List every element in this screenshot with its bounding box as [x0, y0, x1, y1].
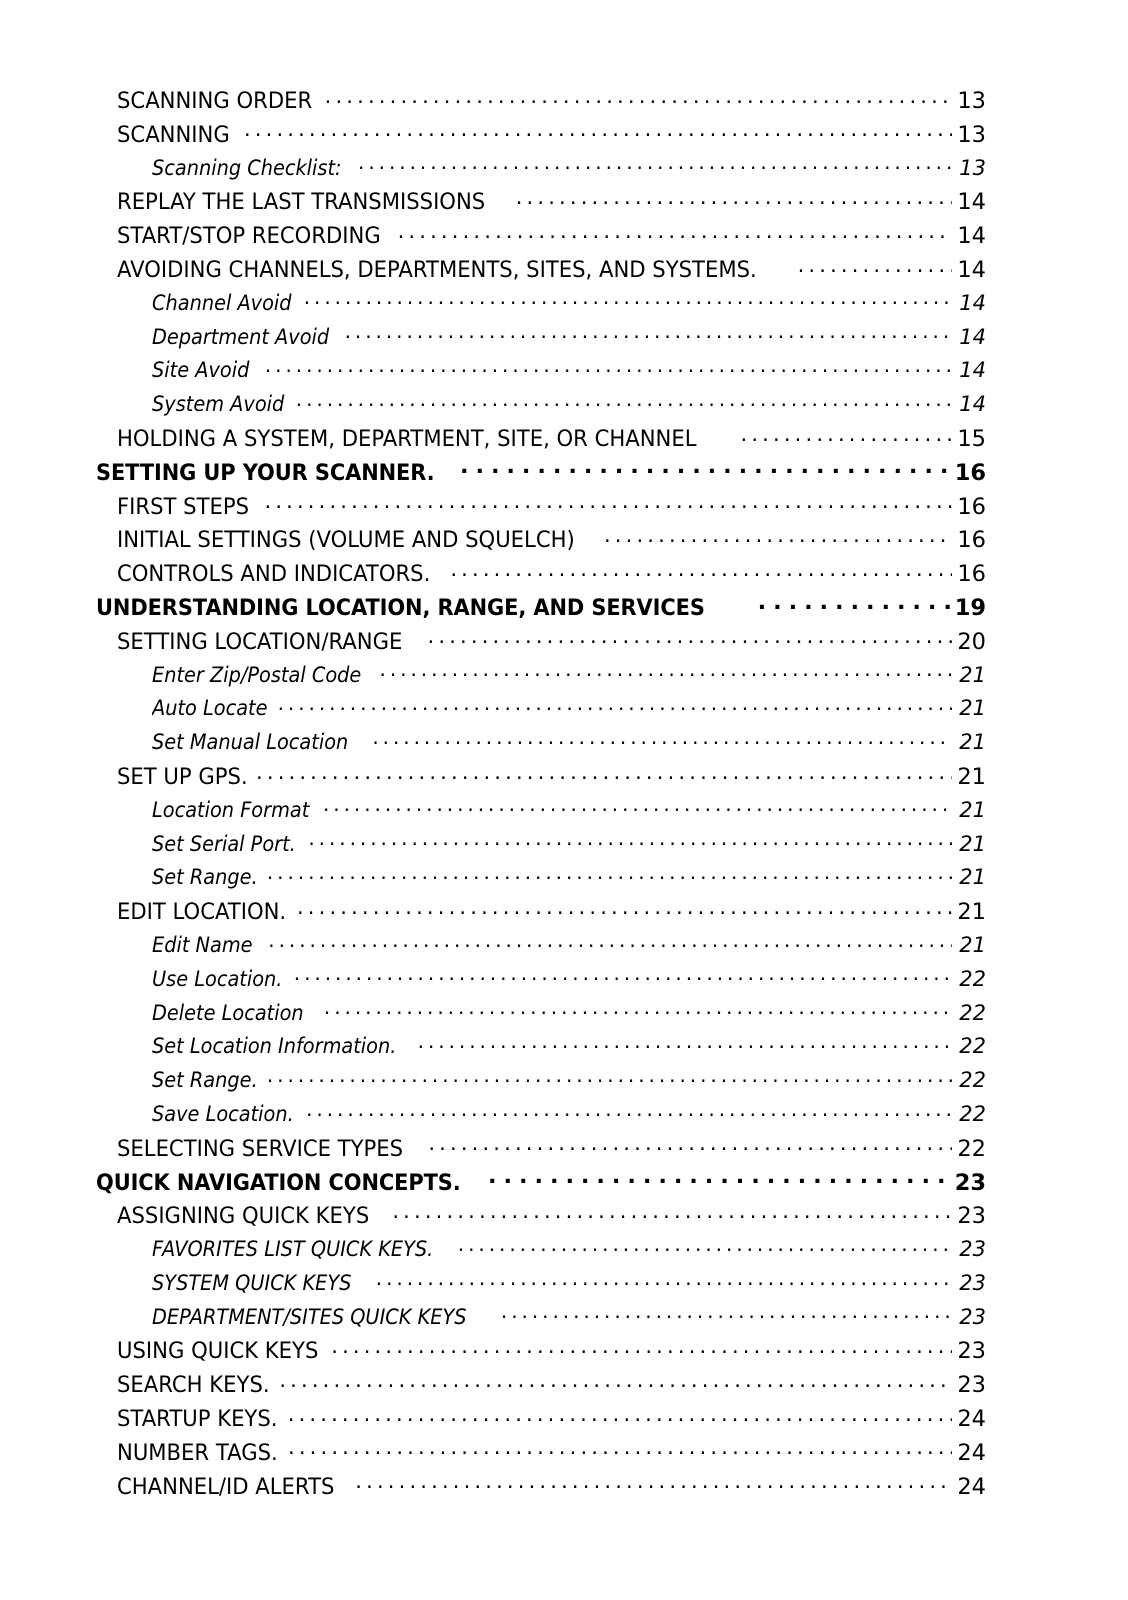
toc-entry[interactable]: [152, 156, 986, 190]
toc-entry-page-number: 14: [959, 392, 986, 417]
toc-entry-page-number: 14: [957, 223, 986, 250]
toc-entry-title: HOLDING A SYSTEM, DEPARTMENT, SITE, OR CHANNEL: [117, 425, 697, 452]
toc-entry[interactable]: [117, 561, 986, 595]
toc-entry-page-number: 21: [959, 696, 986, 721]
toc-dot-leader: [278, 699, 952, 715]
toc-entry[interactable]: [117, 1474, 986, 1508]
toc-entry-page-number: 21: [959, 831, 986, 856]
toc-entry-page-number: 21: [959, 797, 986, 822]
toc-entry-page-number: 16: [957, 561, 986, 588]
toc-dot-leader: [294, 970, 952, 986]
toc-entry[interactable]: [117, 527, 986, 561]
toc-dot-leader: [428, 633, 952, 649]
toc-dot-leader: [398, 227, 952, 243]
toc-entry-title: Edit Name: [152, 932, 253, 957]
toc-entry[interactable]: [117, 899, 986, 933]
toc-dot-leader: [428, 1140, 952, 1156]
toc-entry[interactable]: [117, 257, 986, 291]
toc-entry-page-number: 13: [957, 88, 986, 114]
toc-dot-leader: [306, 1105, 952, 1121]
toc-dot-leader: [296, 395, 952, 411]
toc-dot-leader: [267, 1071, 952, 1087]
toc-entry-page-number: 21: [959, 730, 986, 755]
toc-dot-leader: [372, 733, 952, 749]
toc-entry-title: FIRST STEPS: [117, 493, 250, 520]
toc-entry-title: SETTING UP YOUR SCANNER.: [96, 459, 435, 486]
toc-dot-leader: [324, 1004, 952, 1020]
toc-entry-page-number: 24: [957, 1406, 986, 1433]
toc-entry[interactable]: [96, 595, 986, 629]
toc-entry-title: Channel Avoid: [152, 290, 292, 315]
toc-entry[interactable]: [152, 730, 986, 764]
toc-entry-title: Set Location Information.: [152, 1034, 397, 1059]
toc-dot-leader: [325, 92, 952, 108]
toc-entry[interactable]: [152, 696, 986, 730]
toc-entry[interactable]: [117, 629, 986, 663]
toc-dot-leader: [267, 868, 952, 884]
toc-entry-page-number: 24: [957, 1473, 986, 1500]
toc-entry[interactable]: [117, 1203, 986, 1237]
toc-entry-title: STARTUP KEYS.: [117, 1406, 278, 1433]
toc-entry-title: Set Range.: [152, 1068, 258, 1093]
toc-entry[interactable]: [152, 1305, 986, 1339]
toc-entry[interactable]: [117, 494, 986, 528]
toc-entry-page-number: 22: [959, 1068, 986, 1093]
toc-dot-leader: [345, 328, 952, 344]
toc-entry-title: EDIT LOCATION.: [117, 899, 287, 926]
toc-dot-leader: [516, 193, 952, 209]
toc-entry-page-number: 22: [959, 1000, 986, 1025]
toc-entry-title: CONTROLS AND INDICATORS.: [117, 561, 431, 588]
toc-entry-title: SCANNING: [117, 121, 230, 148]
toc-entry-title: QUICK NAVIGATION CONCEPTS.: [96, 1169, 461, 1196]
toc-entry[interactable]: [152, 798, 986, 832]
toc-entry[interactable]: [117, 1406, 986, 1440]
toc-dot-leader: [244, 126, 952, 142]
toc-entry-title: AVOIDING CHANNELS, DEPARTMENTS, SITES, AND SYSTEMS.: [117, 256, 757, 283]
toc-entry-page-number: 15: [957, 425, 986, 452]
toc-dot-leader: [741, 430, 953, 446]
toc-entry-page-number: 23: [957, 1338, 986, 1365]
toc-entry-page-number: 14: [959, 324, 986, 349]
toc-entry[interactable]: [117, 88, 986, 122]
toc-dot-leader: [392, 1207, 952, 1223]
toc-entry-page-number: 23: [957, 1203, 986, 1230]
toc-entry-title: INITIAL SETTINGS (VOLUME AND SQUELCH): [117, 527, 575, 554]
toc-entry-title: Location Format: [152, 797, 310, 822]
toc-entry-title: SELECTING SERVICE TYPES: [117, 1135, 404, 1162]
toc-entry[interactable]: [117, 426, 986, 460]
toc-entry-title: System Avoid: [152, 392, 285, 417]
toc-dot-leader: [798, 261, 952, 277]
toc-entry-page-number: 13: [957, 121, 986, 148]
toc-entry[interactable]: [152, 1001, 986, 1035]
toc-entry-title: START/STOP RECORDING: [117, 223, 381, 250]
toc-entry[interactable]: [117, 189, 986, 223]
toc-entry-page-number: 24: [957, 1439, 986, 1466]
toc-entry-title: Department Avoid: [152, 324, 330, 349]
toc-dot-leader: [380, 666, 953, 682]
toc-entry-title: Set Manual Location: [152, 730, 349, 755]
toc-entry-page-number: 23: [957, 1372, 986, 1399]
toc-entry-title: Save Location.: [152, 1101, 294, 1126]
toc-dot-leader: [331, 1342, 952, 1358]
toc-entry-page-number: 21: [957, 763, 986, 790]
toc-entry-page-number: 23: [954, 1169, 986, 1196]
toc-dot-leader: [358, 159, 952, 175]
toc-entry-page-number: 22: [957, 1135, 986, 1162]
toc-entry-title: Auto Locate: [152, 696, 268, 721]
toc-entry-page-number: 14: [957, 189, 986, 216]
toc-entry-title: REPLAY THE LAST TRANSMISSIONS: [117, 189, 486, 216]
toc-entry-title: SETTING LOCATION/RANGE: [117, 628, 403, 655]
toc-dot-leader: [264, 498, 952, 514]
toc-entry-page-number: 22: [959, 966, 986, 991]
toc-entry-page-number: 16: [957, 527, 986, 554]
toc-entry[interactable]: [152, 1271, 986, 1305]
toc-entry-title: Set Range.: [152, 865, 258, 890]
toc-entry[interactable]: [152, 663, 986, 697]
toc-entry[interactable]: [152, 291, 986, 325]
toc-entry[interactable]: [152, 1237, 986, 1271]
toc-entry-page-number: 16: [954, 459, 986, 486]
toc-entry-page-number: 14: [957, 256, 986, 283]
toc-entry-title: Enter Zip/Postal Code: [152, 662, 362, 687]
toc-entry[interactable]: [96, 460, 986, 494]
toc-entry-page-number: 19: [954, 594, 986, 621]
toc-dot-leader: [604, 531, 952, 547]
toc-entry-page-number: 21: [959, 662, 986, 687]
toc-entry[interactable]: [117, 122, 986, 156]
toc-dot-leader: [418, 1037, 952, 1053]
toc-entry-title: Set Serial Port.: [152, 831, 296, 856]
toc-dot-leader: [288, 1410, 952, 1426]
toc-entry-title: CHANNEL/ID ALERTS: [117, 1473, 335, 1500]
toc-entry[interactable]: [152, 358, 986, 392]
toc-entry-title: SEARCH KEYS.: [117, 1372, 270, 1399]
toc-entry-title: SYSTEM QUICK KEYS: [152, 1270, 352, 1295]
toc-entry-page-number: 23: [959, 1304, 986, 1329]
toc-dot-leader: [297, 903, 952, 919]
toc-entry[interactable]: [117, 1338, 986, 1372]
toc-entry-page-number: 23: [959, 1237, 986, 1262]
toc-entry[interactable]: [117, 1136, 986, 1170]
toc-entry-title: USING QUICK KEYS: [117, 1338, 319, 1365]
toc-entry[interactable]: [96, 1170, 986, 1204]
toc-dot-leader: [355, 1478, 952, 1494]
toc-entry[interactable]: [152, 1034, 986, 1068]
toc-entry-page-number: 21: [957, 899, 986, 926]
toc-entry-page-number: 22: [959, 1034, 986, 1059]
toc-entry[interactable]: [117, 1372, 986, 1406]
toc-entry-title: FAVORITES LIST QUICK KEYS.: [152, 1237, 434, 1262]
toc-entry[interactable]: [152, 832, 986, 866]
toc-entry-title: Use Location.: [152, 966, 283, 991]
toc-dot-leader: [279, 1376, 952, 1392]
toc-dot-leader: [758, 599, 952, 615]
toc-entry-page-number: 21: [959, 932, 986, 957]
toc-entry-page-number: 14: [959, 290, 986, 315]
toc-entry-page-number: 13: [959, 155, 986, 180]
toc-entry-title: SCANNING ORDER: [117, 88, 313, 114]
toc-dot-leader: [501, 1308, 952, 1324]
toc-dot-leader: [288, 1444, 952, 1460]
toc-entry[interactable]: [152, 1102, 986, 1136]
toc-entry[interactable]: [117, 223, 986, 257]
toc-entry-title: UNDERSTANDING LOCATION, RANGE, AND SERVICES: [96, 594, 705, 621]
toc-entry-title: SET UP GPS.: [117, 763, 248, 790]
toc-entry-title: DEPARTMENT/SITES QUICK KEYS: [152, 1304, 467, 1329]
toc-dot-leader: [323, 801, 952, 817]
toc-dot-leader: [460, 464, 952, 480]
toc-entry[interactable]: [117, 1440, 986, 1474]
toc-entry-title: NUMBER TAGS.: [117, 1439, 278, 1466]
toc-dot-leader: [265, 361, 952, 377]
toc-dot-leader: [256, 768, 952, 784]
toc-dot-leader: [308, 835, 952, 851]
toc-dot-leader: [488, 1174, 952, 1190]
toc-entry-title: ASSIGNING QUICK KEYS: [117, 1203, 370, 1230]
toc-entry-title: Scanning Checklist:: [152, 155, 342, 180]
toc-entry-title: Site Avoid: [152, 358, 250, 383]
toc-entry[interactable]: [152, 325, 986, 359]
toc-entry-page-number: 23: [959, 1270, 986, 1295]
toc-entry[interactable]: [152, 933, 986, 967]
toc-dot-leader: [450, 565, 952, 581]
toc-dot-leader: [376, 1274, 952, 1290]
toc-entry-page-number: 20: [957, 628, 986, 655]
toc-dot-leader: [268, 936, 952, 952]
toc-entry-page-number: 16: [957, 493, 986, 520]
toc-entry-page-number: 21: [959, 865, 986, 890]
table-of-contents: [96, 88, 986, 1507]
toc-dot-leader: [458, 1240, 952, 1256]
toc-entry[interactable]: [152, 967, 986, 1001]
toc-entry-page-number: 22: [959, 1101, 986, 1126]
toc-entry[interactable]: [117, 764, 986, 798]
toc-entry[interactable]: [152, 865, 986, 899]
toc-entry-title: Delete Location: [152, 1000, 304, 1025]
toc-dot-leader: [304, 294, 952, 310]
toc-entry[interactable]: [152, 1068, 986, 1102]
toc-entry-page-number: 14: [959, 358, 986, 383]
toc-entry[interactable]: [152, 392, 986, 426]
